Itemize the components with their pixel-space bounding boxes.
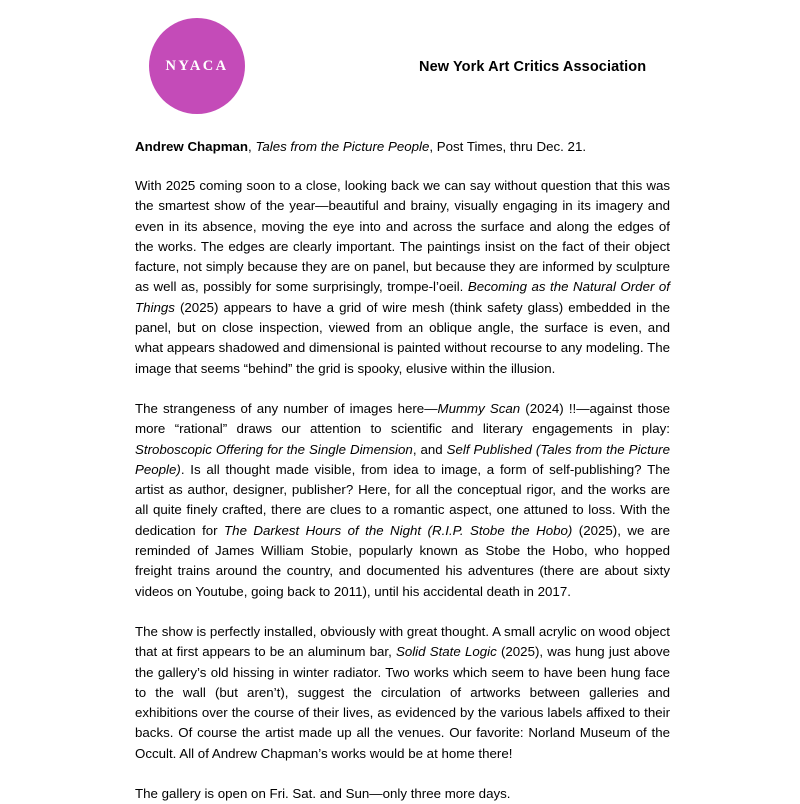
document-header xyxy=(0,0,800,120)
nyaca-logo xyxy=(149,18,245,114)
paragraph-2-segment-5: (2025), we are reminded of James William Stobie, popularly known as Stobe the Hobo, who hopped freight trains around the country, and documented his adventures (there are about sixty videos on Youtube, going back to 2011), until his accidental death in 2017. xyxy=(135,522,671,599)
paragraph-3-segment-2: (2025), was hung just above the gallery’s old hissing in winter radiator. Two works which seem to have been hung face to the wall (but aren’t), suggest the circulation of artworks between galleries and exhibitions over the course of their lives, as evidenced by the various labels affixed to their backs. Of course the artist made up all the venues. Our favorite: Norland Museum of the Occult. All of Andrew Chapman’s works would be at home there! xyxy=(135,644,671,761)
logo-label: NYACA xyxy=(165,57,229,74)
organization-name: New York Art Critics Association xyxy=(419,59,647,75)
byline-separator-1: , xyxy=(248,139,256,154)
exhibition-title: Tales from the Picture People xyxy=(255,139,430,154)
paragraph-1-segment-2: (2025) appears to have a grid of wire mesh (think safety glass) embedded in the panel, but on close inspection, viewed from an oblique angle, the surface is even, and what appears shadowed and dimensional is painted without recourse to any modeling. The image that seems “behind” the grid is spooky, elusive within the illusion. xyxy=(135,299,670,376)
paragraph-2-segment-4: . Is all thought made visible, from idea to image, a form of self-publishing? The artist as author, designer, publisher? Here, for all the conceptual rigor, and the works are all quite finely crafted, there are clues to a romantic aspect, one attuned to loss. With the dedication for xyxy=(135,461,670,538)
paragraph-1-segment-1: With 2025 coming soon to a close, looking back we can say without question that this was the smartest show of the year—beautiful and brainy, visually engaging in its imagery and even in its absence, moving the eye into and across the surface and along the edges of the works. The edges are clearly important. The paintings insist on the fact of their object facture, not simply because they are on panel, but because they are informed by sculpture as well as, possibly for some surprisingly, trompe-l’oeil. xyxy=(135,178,670,295)
paragraph-4-segment-1: The gallery is open on Fri. Sat. and Sun—only three more days. xyxy=(135,786,511,802)
artwork-title-solid-state-logic: Solid State Logic xyxy=(395,644,497,660)
review-paragraph-1 xyxy=(135,176,670,379)
review-paragraph-2 xyxy=(135,399,670,602)
review-body xyxy=(135,138,670,804)
exhibition-byline xyxy=(135,138,670,156)
artwork-title-darkest-hours-of-the-night: The Darkest Hours of the Night (R.I.P. Stobe the Hobo) xyxy=(224,522,573,538)
artwork-title-becoming-as-the-natural-order-of-things: Becoming as the Natural Order of Things xyxy=(135,279,670,315)
byline-separator-2: , xyxy=(429,139,437,154)
artwork-title-self-published: Self Published (Tales from the Picture People) xyxy=(135,441,670,477)
artwork-title-mummy-scan: Mummy Scan xyxy=(437,400,521,416)
review-paragraph-4 xyxy=(135,784,670,804)
artist-name: Andrew Chapman xyxy=(135,139,249,154)
artwork-title-stroboscopic-offering: Stroboscopic Offering for the Single Dimension xyxy=(135,441,413,457)
paragraph-3-segment-1: The show is perfectly installed, obviously with great thought. A small acrylic on wood object that at first appears to be an aluminum bar, xyxy=(135,623,670,660)
paragraph-2-segment-1: The strangeness of any number of images here— xyxy=(135,400,438,416)
paragraph-2-segment-2: (2024) !!—against those more “rational” draws our attention to scientific and literary engagements in play: xyxy=(135,400,670,437)
review-paragraph-3 xyxy=(135,622,670,764)
paragraph-2-segment-3: , and xyxy=(412,441,447,457)
venue-and-dates: Post Times, thru Dec. 21. xyxy=(436,139,587,154)
